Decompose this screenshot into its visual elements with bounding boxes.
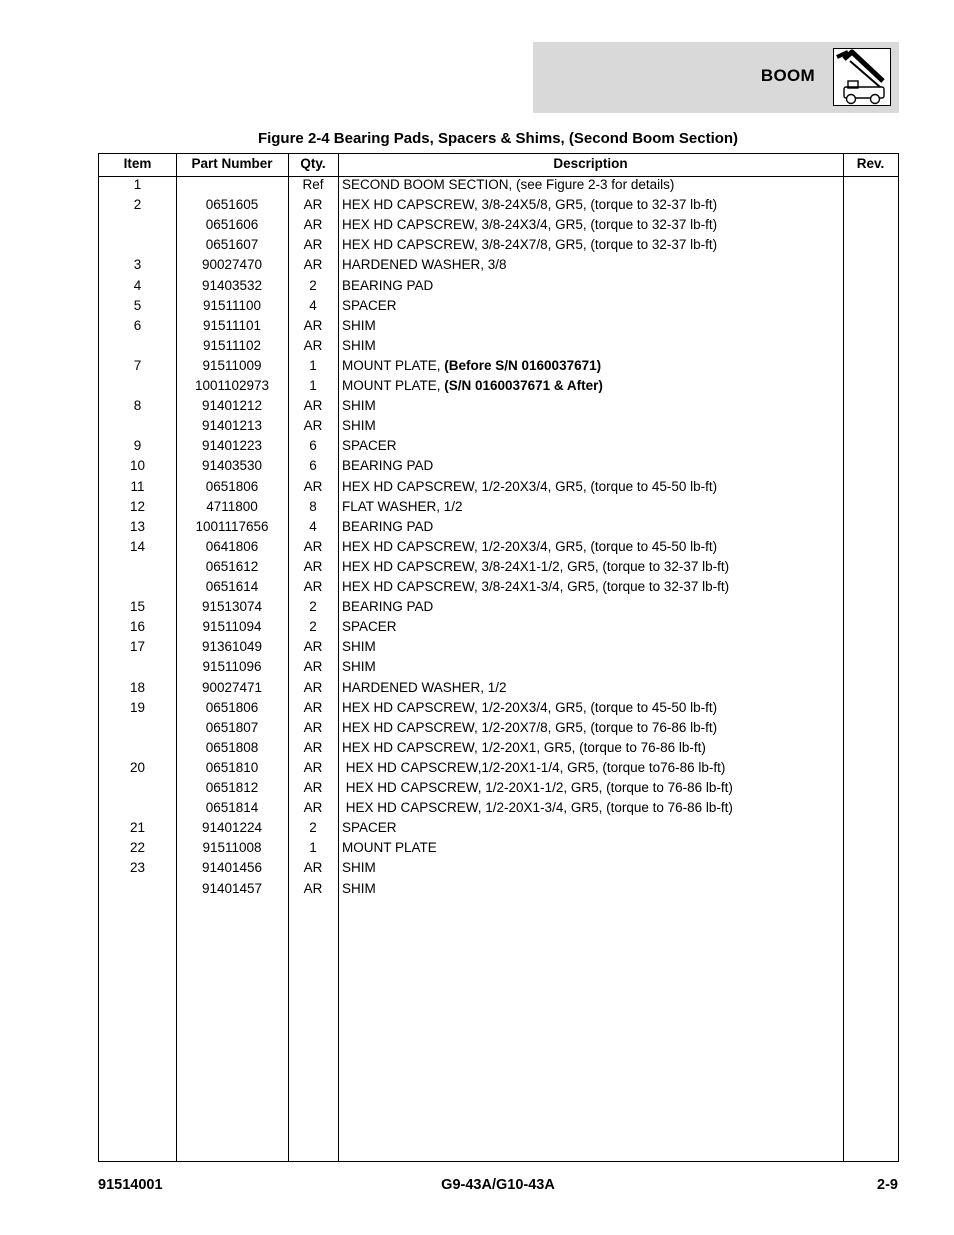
row-part-number: 0641806 (205, 538, 259, 554)
row-quantity: 1 (309, 378, 317, 393)
table-row (99, 818, 898, 838)
row-item-number: 23 (129, 860, 146, 876)
table-row (99, 879, 898, 899)
row-item-number: 22 (129, 840, 146, 856)
row-part-number: 91511101 (202, 317, 262, 333)
row-description (342, 637, 842, 657)
figure-title: Figure 2-4 Bearing Pads, Spacers & Shims, (Second Boom Section) (257, 130, 739, 147)
row-description (342, 818, 842, 838)
row-quantity: AR (303, 237, 323, 253)
row-description-text: HEX HD CAPSCREW, 1/2-20X3/4, GR5, (torque to 45-50 lb-ft) (342, 699, 718, 715)
row-description-text: HEX HD CAPSCREW, 1/2-20X1-1/2, GR5, (torque to 76-86 lb-ft) (342, 780, 733, 795)
row-description-text: MOUNT PLATE (342, 840, 437, 856)
table-row (99, 858, 898, 878)
row-quantity: AR (303, 780, 323, 795)
row-quantity: AR (303, 759, 323, 775)
row-quantity: 2 (309, 619, 317, 635)
row-quantity: AR (303, 418, 323, 434)
row-item-number: 14 (129, 538, 146, 554)
row-description (342, 698, 842, 718)
row-description-text: MOUNT PLATE, (342, 357, 445, 373)
column-header-rev: Rev. (856, 156, 885, 171)
row-item-number: 12 (129, 498, 146, 514)
row-description (342, 718, 842, 738)
column-header-item: Item (123, 156, 152, 171)
table-row (99, 778, 898, 798)
row-part-number: 4711800 (206, 498, 258, 514)
row-item-number: 2 (133, 197, 142, 213)
row-item-number: 1 (133, 177, 142, 192)
table-row (99, 758, 898, 778)
row-description (342, 316, 842, 336)
row-description (342, 175, 842, 195)
row-quantity: 8 (309, 498, 317, 514)
row-quantity: AR (303, 478, 323, 494)
row-description-text: SHIM (342, 398, 376, 414)
row-quantity: 6 (309, 458, 317, 474)
row-part-number: 90027471 (201, 679, 263, 695)
row-description-text: SECOND BOOM SECTION, (see Figure 2-3 for details) (342, 177, 675, 192)
row-item-number: 20 (129, 759, 146, 775)
table-row (99, 276, 898, 296)
row-quantity: AR (303, 800, 323, 816)
row-part-number: 90027470 (201, 257, 263, 273)
row-quantity: AR (303, 217, 323, 233)
row-part-number: 1001102973 (194, 378, 270, 393)
row-quantity: 1 (309, 840, 317, 856)
row-item-number: 16 (129, 619, 146, 635)
table-row (99, 617, 898, 637)
row-part-number: 91511100 (202, 297, 262, 313)
row-part-number: 0651607 (205, 237, 259, 253)
row-quantity: 4 (309, 297, 317, 313)
row-description-text: SPACER (342, 438, 397, 454)
table-row (99, 557, 898, 577)
row-description (342, 376, 842, 396)
row-part-number: 91511094 (202, 619, 262, 635)
row-description (342, 477, 842, 497)
row-description (342, 416, 842, 436)
table-row (99, 537, 898, 557)
row-description (342, 557, 842, 577)
row-item-number: 13 (129, 518, 146, 534)
row-description-text: BEARING PAD (342, 458, 434, 474)
row-part-number: 0651814 (205, 800, 259, 816)
table-row (99, 296, 898, 316)
row-quantity: 2 (309, 599, 317, 615)
row-description (342, 879, 842, 899)
row-item-number: 5 (133, 297, 142, 313)
row-part-number: 91401213 (201, 418, 263, 434)
row-quantity: AR (303, 317, 323, 333)
row-description-text: HEX HD CAPSCREW, 1/2-20X3/4, GR5, (torque to 45-50 lb-ft) (342, 478, 718, 494)
row-description-text: BEARING PAD (342, 599, 434, 615)
row-description-text: SHIM (342, 418, 376, 434)
table-row (99, 657, 898, 677)
row-part-number: 0651806 (205, 478, 259, 494)
row-part-number: 91401223 (201, 438, 263, 454)
row-description-text: HEX HD CAPSCREW, 1/2-20X7/8, GR5, (torque to 76-86 lb-ft) (342, 719, 718, 735)
table-row (99, 698, 898, 718)
row-quantity: AR (303, 739, 323, 755)
row-description-text: HARDENED WASHER, 1/2 (342, 679, 507, 695)
row-quantity: AR (303, 860, 323, 876)
row-description-text: HEX HD CAPSCREW, 1/2-20X1, GR5, (torque to 76-86 lb-ft) (342, 739, 706, 755)
table-row (99, 195, 898, 215)
row-description-text: HEX HD CAPSCREW, 3/8-24X7/8, GR5, (torque to 32-37 lb-ft) (342, 237, 718, 253)
row-description-serial-note: (Before S/N 0160037671) (444, 357, 602, 373)
row-description (342, 195, 842, 215)
boom-lift-icon (833, 48, 891, 106)
row-description (342, 456, 842, 476)
section-header (533, 42, 899, 113)
row-item-number: 6 (133, 317, 142, 333)
row-part-number: 1001117656 (195, 518, 269, 534)
row-description-text: SHIM (342, 639, 376, 655)
row-part-number: 0651806 (205, 699, 259, 715)
row-description (342, 577, 842, 597)
row-quantity: 1 (309, 357, 317, 373)
table-row (99, 678, 898, 698)
row-quantity: AR (303, 659, 323, 675)
row-description (342, 778, 842, 798)
table-row (99, 175, 898, 195)
row-item-number: 15 (129, 599, 146, 615)
row-description-text: HARDENED WASHER, 3/8 (342, 257, 507, 273)
table-row (99, 577, 898, 597)
row-description-text: HEX HD CAPSCREW, 3/8-24X1-3/4, GR5, (torque to 32-37 lb-ft) (342, 579, 730, 594)
row-item-number: 17 (129, 639, 146, 655)
row-quantity: AR (303, 538, 323, 554)
row-item-number: 3 (133, 257, 142, 273)
row-part-number: 91401212 (201, 398, 263, 414)
footer-document-number: 91514001 (98, 1177, 163, 1193)
table-row (99, 336, 898, 356)
row-part-number: 91511009 (202, 357, 262, 373)
row-description (342, 758, 842, 778)
row-description (342, 738, 842, 758)
row-item-number: 4 (133, 277, 142, 293)
row-description (342, 617, 842, 637)
row-part-number: 0651614 (205, 579, 259, 594)
row-quantity: AR (303, 197, 323, 213)
row-part-number: 91361049 (201, 639, 263, 655)
row-quantity: AR (303, 880, 323, 896)
table-row (99, 597, 898, 617)
table-row (99, 718, 898, 738)
row-description-text: SHIM (342, 860, 376, 876)
row-description (342, 235, 842, 255)
row-description (342, 215, 842, 235)
table-row (99, 396, 898, 416)
section-title: BOOM (760, 66, 815, 85)
row-description-text: HEX HD CAPSCREW, 1/2-20X1-3/4, GR5, (torque to 76-86 lb-ft) (342, 800, 733, 816)
row-description (342, 597, 842, 617)
row-part-number: 91403530 (201, 458, 263, 474)
row-part-number: 91403532 (201, 277, 263, 293)
table-row (99, 316, 898, 336)
row-quantity: AR (303, 679, 323, 695)
row-description (342, 858, 842, 878)
row-quantity: AR (303, 579, 323, 594)
row-description-text: HEX HD CAPSCREW, 3/8-24X3/4, GR5, (torque to 32-37 lb-ft) (342, 217, 718, 233)
row-description (342, 436, 842, 456)
table-row (99, 235, 898, 255)
row-description-text: SPACER (342, 619, 397, 635)
row-part-number: 0651606 (205, 217, 259, 233)
table-row (99, 477, 898, 497)
table-row (99, 798, 898, 818)
row-part-number: 0651808 (205, 739, 259, 755)
row-quantity: AR (303, 639, 323, 655)
row-part-number: 0651605 (205, 197, 259, 213)
table-row (99, 497, 898, 517)
row-description-text: SHIM (342, 317, 376, 333)
table-row (99, 255, 898, 275)
row-part-number: 91401456 (201, 860, 263, 876)
row-item-number: 18 (129, 679, 146, 695)
row-description (342, 657, 842, 677)
parts-table (98, 153, 899, 1162)
row-quantity: 4 (309, 518, 317, 534)
row-description (342, 276, 842, 296)
row-description-text: FLAT WASHER, 1/2 (342, 498, 463, 514)
column-header-qty: Qty. (300, 156, 326, 171)
row-part-number: 0651807 (205, 719, 259, 735)
row-description (342, 798, 842, 818)
column-header-part-number: Part Number (191, 156, 273, 171)
row-quantity: AR (303, 719, 323, 735)
row-quantity: 2 (309, 820, 317, 836)
row-part-number: 91511096 (202, 659, 262, 675)
row-part-number: 91401224 (201, 820, 263, 836)
row-item-number: 21 (129, 820, 146, 836)
table-row (99, 436, 898, 456)
row-description-text: HEX HD CAPSCREW,1/2-20X1-1/4, GR5, (torque to76-86 lb-ft) (342, 759, 726, 775)
row-item-number: 9 (133, 438, 142, 454)
row-quantity: Ref (302, 177, 324, 192)
row-description (342, 356, 842, 376)
row-description-text: BEARING PAD (342, 277, 434, 293)
row-part-number: 0651810 (205, 759, 259, 775)
row-description (342, 537, 842, 557)
row-description (342, 497, 842, 517)
row-quantity: AR (303, 699, 323, 715)
row-description (342, 678, 842, 698)
row-description (342, 336, 842, 356)
row-item-number: 11 (130, 478, 145, 494)
row-description-text: MOUNT PLATE, (342, 378, 445, 393)
row-part-number: 91401457 (201, 880, 263, 896)
row-description (342, 838, 842, 858)
row-item-number: 19 (129, 699, 146, 715)
row-description (342, 255, 842, 275)
row-description-text: SHIM (342, 880, 376, 896)
row-description-text: BEARING PAD (342, 518, 434, 534)
table-row (99, 637, 898, 657)
row-description-text: SHIM (342, 337, 376, 353)
column-header-description: Description (553, 156, 628, 171)
row-quantity: AR (303, 398, 323, 414)
table-row (99, 456, 898, 476)
table-row (99, 738, 898, 758)
row-description-text: SPACER (342, 820, 397, 836)
table-row (99, 416, 898, 436)
footer-model: G9-43A/G10-43A (441, 1177, 555, 1193)
row-description-text: HEX HD CAPSCREW, 3/8-24X1-1/2, GR5, (torque to 32-37 lb-ft) (342, 558, 730, 574)
row-quantity: 6 (309, 438, 317, 454)
row-description-text: SHIM (342, 659, 376, 675)
row-quantity: AR (303, 257, 323, 273)
table-row (99, 838, 898, 858)
row-part-number: 0651812 (205, 780, 259, 795)
row-description-text: HEX HD CAPSCREW, 1/2-20X3/4, GR5, (torque to 45-50 lb-ft) (342, 538, 718, 554)
table-row (99, 517, 898, 537)
row-description-text: SPACER (342, 297, 397, 313)
row-part-number: 0651612 (205, 558, 259, 574)
row-description (342, 296, 842, 316)
row-quantity: 2 (309, 277, 317, 293)
row-description-serial-note: (S/N 0160037671 & After) (444, 378, 603, 393)
row-description (342, 396, 842, 416)
row-part-number: 91513074 (201, 599, 263, 615)
table-row (99, 356, 898, 376)
row-item-number: 10 (129, 458, 146, 474)
row-part-number: 91511008 (202, 840, 262, 856)
table-row (99, 215, 898, 235)
row-quantity: AR (303, 558, 323, 574)
row-item-number: 8 (133, 398, 142, 414)
row-part-number: 91511102 (202, 337, 262, 353)
row-quantity: AR (303, 337, 323, 353)
footer-page-number: 2-9 (877, 1177, 898, 1193)
row-description-text: HEX HD CAPSCREW, 3/8-24X5/8, GR5, (torque to 32-37 lb-ft) (342, 197, 718, 213)
row-item-number: 7 (133, 357, 142, 373)
table-row (99, 376, 898, 396)
row-description (342, 517, 842, 537)
